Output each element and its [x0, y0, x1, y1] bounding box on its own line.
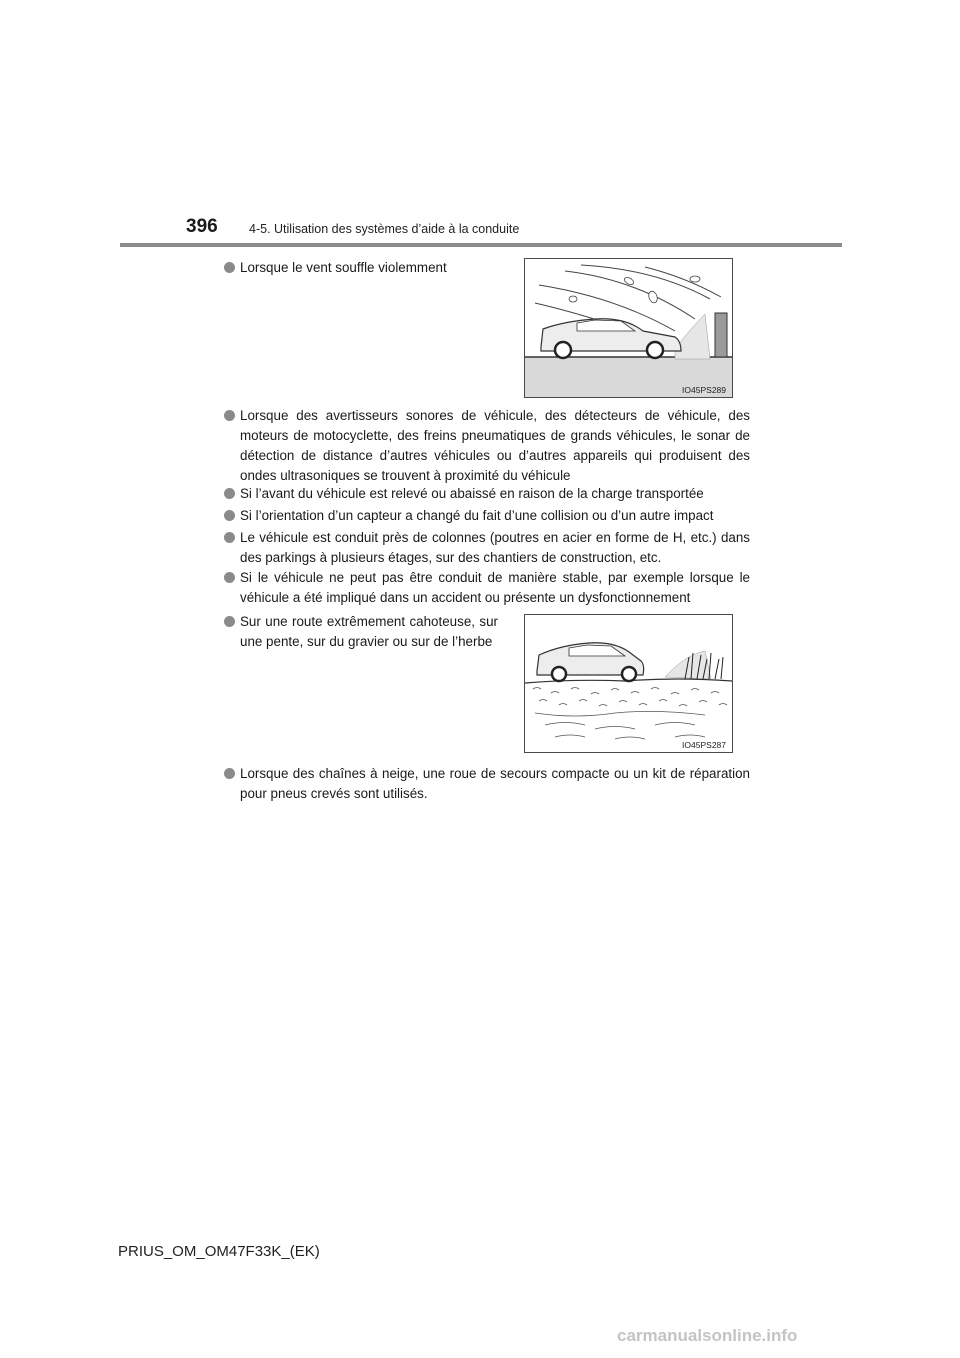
- figure-rough-road: [524, 614, 733, 753]
- list-item-sensor-orientation: [224, 506, 750, 526]
- bullet-icon: [224, 262, 235, 273]
- list-item-text: Si l’avant du véhicule est relevé ou abaissé en raison de la charge transportée: [240, 486, 704, 501]
- figure-code: IO45PS289: [682, 385, 726, 395]
- list-item-unstable-driving: [224, 568, 750, 608]
- bullet-icon: [224, 532, 235, 543]
- figure-code: IO45PS287: [682, 740, 726, 750]
- watermark: carmanualsonline.info: [617, 1326, 798, 1345]
- bullet-icon: [224, 572, 235, 583]
- wind-illustration: [525, 259, 732, 397]
- list-item-rough-road: [224, 612, 498, 652]
- rough-road-illustration: [525, 615, 732, 752]
- list-item-columns: [224, 528, 750, 568]
- bullet-icon: [224, 616, 235, 627]
- bullet-icon: [224, 510, 235, 521]
- list-item-text: Si l’orientation d’un capteur a changé du fait d’une collision ou d’un autre impact: [240, 508, 714, 523]
- section-title: 4-5. Utilisation des systèmes d’aide à la conduite: [249, 222, 520, 236]
- page-number: 396: [186, 216, 218, 237]
- list-item-text: Lorsque des avertisseurs sonores de véhicule, des détecteurs de véhicule, des moteurs de motocyclette, des freins pneumatiques de grands véhicules, le sonar de détection de distance d’autres véhicules ou d’autres appareils qui produisent des ondes ultrasoniques se trouvent à proximité du véhicule: [240, 408, 750, 483]
- bullet-icon: [224, 410, 235, 421]
- bullet-icon: [224, 768, 235, 779]
- list-item-text: Sur une route extrêmement cahoteuse, sur une pente, sur du gravier ou sur de l’herbe: [240, 614, 498, 649]
- figure-strong-wind: [524, 258, 733, 398]
- list-item-text: Lorsque des chaînes à neige, une roue de secours compacte ou un kit de réparation pour pneus crevés sont utilisés.: [240, 766, 750, 801]
- list-item-sound-sources: [224, 406, 750, 486]
- list-item-strong-wind: [224, 258, 504, 278]
- header-rule: [120, 243, 842, 247]
- list-item-vehicle-load: [224, 484, 750, 504]
- list-item-text: Si le véhicule ne peut pas être conduit de manière stable, par exemple lorsque le véhicule a été impliqué dans un accident ou présente un dysfonctionnement: [240, 570, 750, 605]
- list-item-text: Lorsque le vent souffle violemment: [240, 260, 447, 275]
- list-item-text: Le véhicule est conduit près de colonnes (poutres en acier en forme de H, etc.) dans des parkings à plusieurs étages, sur des chantiers de construction, etc.: [240, 530, 750, 565]
- bullet-icon: [224, 488, 235, 499]
- list-item-snow-chains: [224, 764, 750, 804]
- footer-document-code: PRIUS_OM_OM47F33K_(EK): [118, 1243, 320, 1260]
